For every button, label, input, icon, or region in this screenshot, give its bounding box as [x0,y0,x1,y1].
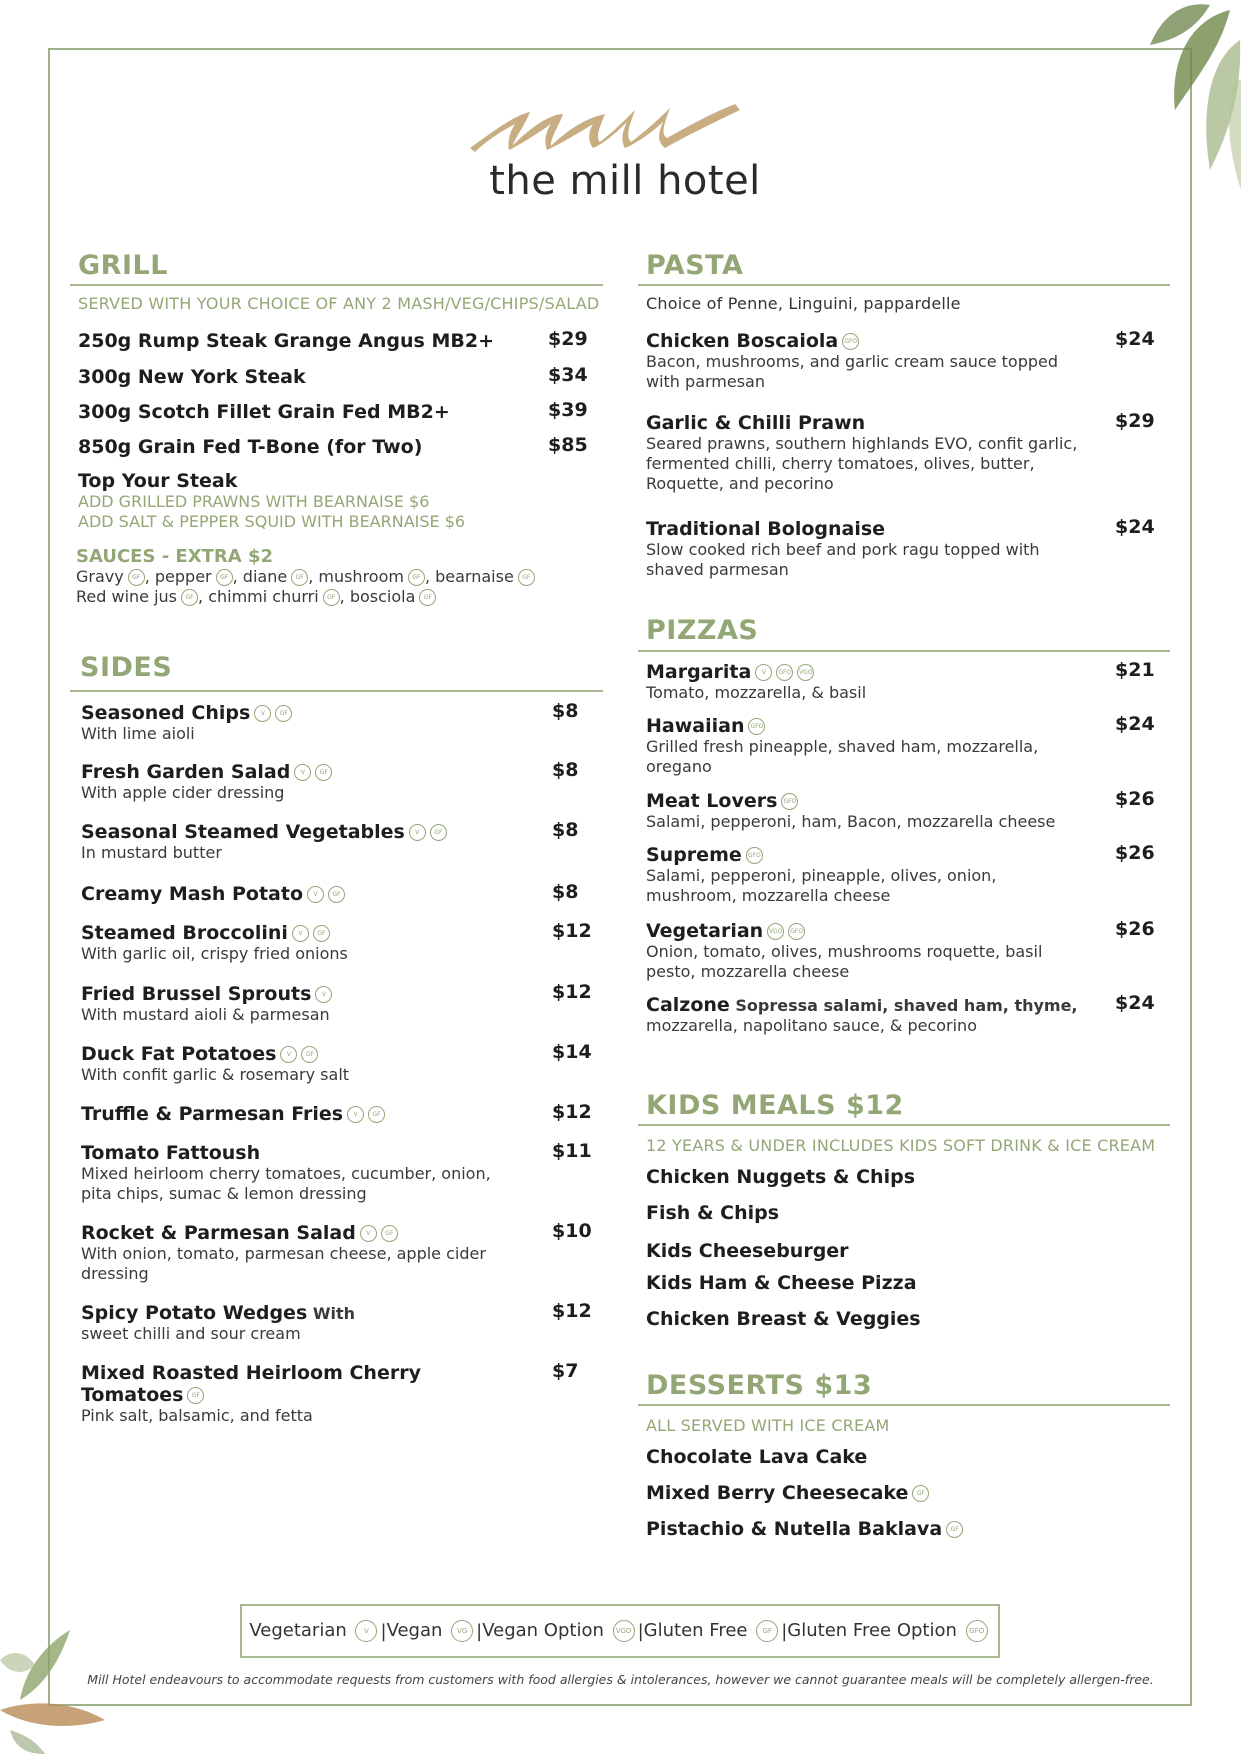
pizza-item-desc: Onion, tomato, olives, mushrooms roquette, basil pesto, mozzarella cheese [646,942,1043,981]
sauces-title: SAUCES - EXTRA $2 [76,546,273,567]
sides-title: SIDES [80,652,173,683]
side-item-name: Rocket & Parmesan Salad V GF [81,1222,521,1244]
side-item-name: Fresh Garden Salad V GF [81,761,521,783]
dietary-legend [240,1604,1000,1658]
sauces-line-2: Red wine jus GF , chimmi churri GF , bosciola GF [76,587,616,607]
kids-item: Kids Ham & Cheese Pizza [646,1272,917,1294]
grill-item-price: $85 [548,434,588,456]
kids-item: Chicken Nuggets & Chips [646,1166,915,1188]
sides-rule [70,690,603,692]
pizza-item-price: $26 [1115,918,1155,940]
hotel-logo [455,100,795,210]
kids-rule [638,1124,1170,1126]
side-item-price: $11 [552,1140,592,1162]
pizza-item-name: Hawaiian GFO [646,715,1086,737]
grill-item [78,401,578,423]
side-item-price: $8 [552,700,579,722]
gfo-badge-icon: GFO [781,793,798,810]
grill-item-price: $29 [548,328,588,350]
pasta-item [646,518,1086,580]
pizzas-rule [638,650,1170,652]
gf-badge-icon: GF [912,1485,929,1502]
v-badge-icon: V [307,886,324,903]
pizza-item [646,994,1086,1036]
side-item-desc: In mustard butter [81,843,222,862]
side-item-price: $8 [552,819,579,841]
side-item [81,761,521,803]
gf-badge-icon: GF [313,925,330,942]
pasta-item-desc: Bacon, mushrooms, and garlic cream sauce topped with parmesan [646,352,1059,391]
side-item [81,1142,521,1204]
gfo-badge-icon: GFO [966,1620,988,1642]
side-item [81,983,521,1025]
side-item-name: Mixed Roasted Heirloom Cherry Tomatoes GF [81,1362,421,1406]
side-item-desc: Mixed heirloom cherry tomatoes, cucumber, onion, pita chips, sumac & lemon dressing [81,1164,491,1203]
side-item-name: Seasoned Chips V GF [81,702,521,724]
pizza-item-desc: Salami, pepperoni, ham, Bacon, mozzarella cheese [646,812,1056,831]
pizza-item [646,920,1086,982]
side-item [81,1103,521,1125]
dessert-item: Mixed Berry Cheesecake GF [646,1482,929,1504]
legend-separator: | [781,1620,788,1642]
gf-badge-icon: GF [291,569,308,586]
side-item-price: $12 [552,920,592,942]
kids-item: Kids Cheeseburger [646,1240,849,1262]
pasta-item-name: Chicken Boscaiola GFO [646,330,1086,352]
pizza-item [646,661,1086,703]
pasta-item-desc: Seared prawns, southern highlands EVO, confit garlic, fermented chilli, cherry tomatoes, olives, butter, Roquette, and pecorino [646,434,1078,493]
gf-badge-icon: GF [181,589,198,606]
grill-item-name: 300g Scotch Fillet Grain Fed MB2+ [78,401,450,423]
side-item-name-suffix: With [307,1304,356,1323]
side-item-price: $12 [552,981,592,1003]
gf-badge-icon: GF [187,1387,204,1404]
hotel-name: the mill hotel [489,158,761,204]
grill-item-price: $39 [548,399,588,421]
grill-subtitle: SERVED WITH YOUR CHOICE OF ANY 2 MASH/VEG/CHIPS/SALAD [78,294,600,313]
side-item-name: Fried Brussel Sprouts V [81,983,521,1005]
pizza-item-price: $21 [1115,659,1155,681]
grill-item-name: 300g New York Steak [78,366,306,388]
desserts-rule [638,1404,1170,1406]
side-item-desc: Pink salt, balsamic, and fetta [81,1406,313,1425]
gf-badge-icon: GF [301,1046,318,1063]
v-badge-icon: V [294,764,311,781]
dessert-item: Chocolate Lava Cake [646,1446,868,1468]
side-item-name: Seasonal Steamed Vegetables V GF [81,821,521,843]
vg-badge-icon: VG [451,1620,473,1642]
mill-script-logo-icon [455,100,795,160]
pizza-item-desc: Salami, pepperoni, pineapple, olives, onion, mushroom, mozzarella cheese [646,866,997,905]
v-badge-icon: V [347,1106,364,1123]
v-badge-icon: V [292,925,309,942]
v-badge-icon: V [315,986,332,1003]
kids-item: Fish & Chips [646,1202,780,1224]
grill-item [78,436,578,458]
gf-badge-icon: GF [323,589,340,606]
side-item-name: Duck Fat Potatoes V GF [81,1043,521,1065]
top-steak-addon: ADD GRILLED PRAWNS WITH BEARNAISE $6 [78,492,430,511]
pasta-item [646,330,1086,392]
gf-badge-icon: GF [381,1225,398,1242]
v-badge-icon: V [355,1620,377,1642]
side-item [81,702,521,744]
pasta-item-price: $24 [1115,516,1155,538]
grill-rule [70,284,603,286]
pizza-item [646,790,1086,832]
pasta-item-name: Traditional Bolognaise [646,518,886,540]
pizzas-title: PIZZAS [646,615,759,646]
side-item-name: Steamed Broccolini V GF [81,922,521,944]
side-item-name: Tomato Fattoush [81,1142,261,1164]
side-item-price: $7 [552,1360,579,1382]
pizza-item-name: Meat Lovers GFO [646,790,1086,812]
grill-item [78,330,578,352]
vgo-badge-icon: VGO [613,1620,635,1642]
side-item-price: $8 [552,759,579,781]
grill-item-price: $34 [548,364,588,386]
side-item-name: Truffle & Parmesan Fries V GF [81,1103,521,1125]
side-item-name: Spicy Potato Wedges With [81,1302,356,1324]
legend-item: Vegan VG [387,1620,477,1642]
grill-title: GRILL [78,250,168,281]
vgo-badge-icon: VGO [797,664,814,681]
legend-separator: | [380,1620,387,1642]
pizza-item-name: Calzone Sopressa salami, shaved ham, thyme, [646,994,1078,1016]
pizza-item-price: $26 [1115,842,1155,864]
sauces-line-1: Gravy GF , pepper GF , diane GF , mushroom GF , bearnaise GF [76,567,616,587]
side-item [81,1302,521,1344]
v-badge-icon: V [360,1225,377,1242]
gf-badge-icon: GF [368,1106,385,1123]
gf-badge-icon: GF [430,824,447,841]
pizza-item-name-suffix: Sopressa salami, shaved ham, thyme, [729,996,1078,1015]
kids-title: KIDS MEALS $12 [646,1090,904,1121]
gf-badge-icon: GF [275,705,292,722]
gfo-badge-icon: GFO [776,664,793,681]
gfo-badge-icon: GFO [746,847,763,864]
pizza-item-price: $24 [1115,713,1155,735]
side-item-desc: With lime aioli [81,724,195,743]
gf-badge-icon: GF [518,569,535,586]
side-item [81,1222,521,1284]
side-item-desc: With garlic oil, crispy fried onions [81,944,348,963]
v-badge-icon: V [409,824,426,841]
gf-badge-icon: GF [128,569,145,586]
legend-item: Gluten Free GF [644,1620,782,1642]
top-steak-name: Top Your Steak [78,470,238,492]
gf-badge-icon: GF [315,764,332,781]
legend-item: Vegan Option VGO [482,1620,637,1642]
side-item-desc: With mustard aioli & parmesan [81,1005,330,1024]
pasta-rule [638,284,1170,286]
side-item-price: $14 [552,1041,592,1063]
gf-badge-icon: GF [756,1620,778,1642]
sauces [76,546,616,607]
gfo-badge-icon: GFO [842,333,859,350]
pasta-title: PASTA [646,250,744,281]
gf-badge-icon: GF [408,569,425,586]
pizza-item-price: $24 [1115,992,1155,1014]
pizza-item-price: $26 [1115,788,1155,810]
dessert-item: Pistachio & Nutella Baklava GF [646,1518,963,1540]
side-item-desc: With onion, tomato, parmesan cheese, apple cider dressing [81,1244,486,1283]
v-badge-icon: V [755,664,772,681]
legend-separator: | [637,1620,644,1642]
side-item [81,883,521,905]
gf-badge-icon: GF [216,569,233,586]
side-item-price: $8 [552,881,579,903]
side-item [81,1362,521,1426]
pizza-item-name: Margarita V GFO VGO [646,661,813,683]
side-item-desc: With apple cider dressing [81,783,285,802]
gf-badge-icon: GF [946,1521,963,1538]
legend-item: Vegetarian V [249,1620,380,1642]
legend-item: Gluten Free Option GFO [787,1620,990,1642]
gfo-badge-icon: GFO [788,923,805,940]
side-item [81,821,521,863]
side-item-name: Creamy Mash Potato V GF [81,883,521,905]
pasta-item-price: $29 [1115,410,1155,432]
vgo-badge-icon: VGO [767,923,784,940]
side-item-desc: sweet chilli and sour cream [81,1324,301,1343]
side-item [81,922,521,964]
top-steak-addon: ADD SALT & PEPPER SQUID WITH BEARNAISE $6 [78,512,466,531]
pizza-item-desc: Tomato, mozzarella, & basil [646,683,867,702]
pizza-item-desc: mozzarella, napolitano sauce, & pecorino [646,1016,977,1035]
pizza-item-name: Supreme GFO [646,844,1086,866]
gfo-badge-icon: GFO [748,718,765,735]
desserts-subtitle: ALL SERVED WITH ICE CREAM [646,1416,890,1435]
grill-item-name: 850g Grain Fed T-Bone (for Two) [78,436,423,458]
side-item [81,1043,521,1085]
pasta-item-price: $24 [1115,328,1155,350]
kids-item: Chicken Breast & Veggies [646,1308,921,1330]
pizza-item [646,715,1086,777]
side-item-price: $12 [552,1101,592,1123]
olive-leaves-top-right-icon [1150,0,1241,200]
pasta-item [646,412,1086,494]
v-badge-icon: V [280,1046,297,1063]
side-item-price: $10 [552,1220,592,1242]
side-item-price: $12 [552,1300,592,1322]
pasta-item-desc: Slow cooked rich beef and pork ragu topped with shaved parmesan [646,540,1040,579]
grill-item-name: 250g Rump Steak Grange Angus MB2+ [78,330,494,352]
v-badge-icon: V [254,705,271,722]
pizza-item [646,844,1086,906]
pasta-item-name: Garlic & Chilli Prawn [646,412,866,434]
side-item-desc: With confit garlic & rosemary salt [81,1065,350,1084]
allergen-disclaimer: Mill Hotel endeavours to accommodate requests from customers with food allergies & intolerances, however we cannot guarantee meals will be completely allergen-free. [87,1672,1154,1687]
top-steak [78,470,598,532]
legend-separator: | [476,1620,483,1642]
kids-subtitle: 12 YEARS & UNDER INCLUDES KIDS SOFT DRINK & ICE CREAM [646,1136,1156,1155]
gf-badge-icon: GF [419,589,436,606]
desserts-title: DESSERTS $13 [646,1370,873,1401]
gf-badge-icon: GF [328,886,345,903]
pasta-subtitle: Choice of Penne, Linguini, pappardelle [646,294,961,313]
pizza-item-name: Vegetarian VGO GFO [646,920,1086,942]
pizza-item-desc: Grilled fresh pineapple, shaved ham, mozzarella, oregano [646,737,1039,776]
grill-item [78,366,578,388]
